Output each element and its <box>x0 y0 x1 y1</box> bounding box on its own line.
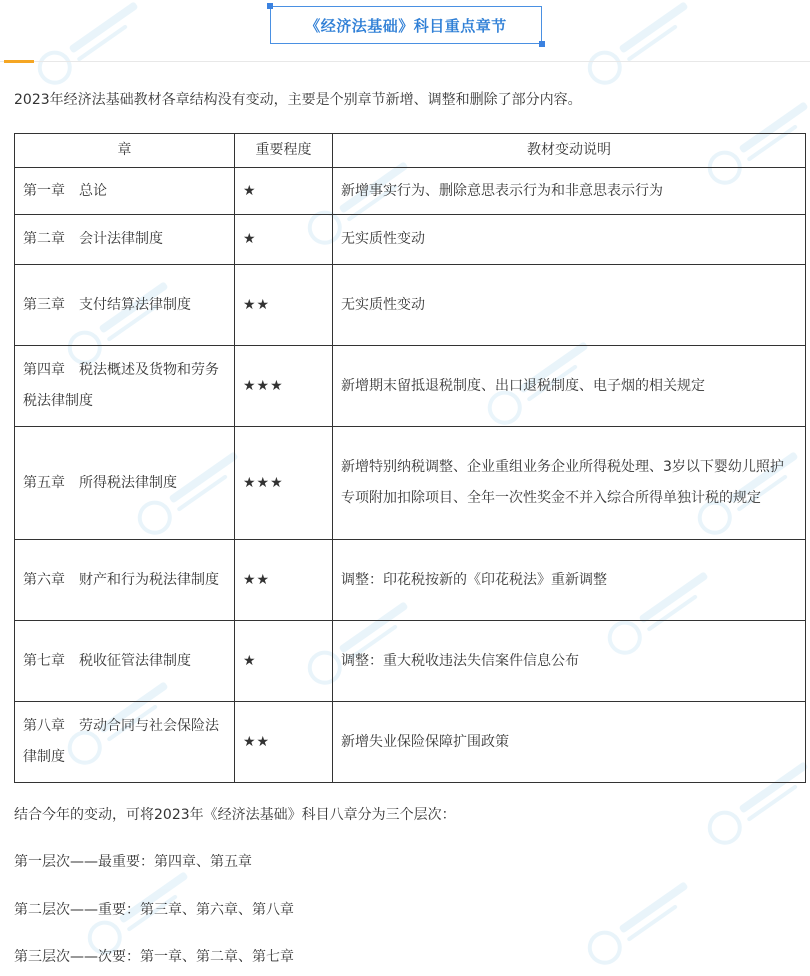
section-title-frame <box>270 6 546 48</box>
change-cell: 调整：重大税收违法失信案件信息公布 <box>333 621 806 702</box>
importance-cell: ★★ <box>235 702 333 783</box>
watermark-logo <box>578 0 703 96</box>
table-row <box>15 427 806 540</box>
table-row <box>15 621 806 702</box>
chapter-cell: 第三章 支付结算法律制度 <box>15 265 235 346</box>
chapter-cell: 第一章 总论 <box>15 168 235 215</box>
intro-paragraph: 2023年经济法基础教材各章结构没有变动，主要是个别章节新增、调整和删除了部分内容。 <box>14 92 582 108</box>
conclusion-lead: 结合今年的变动，可将2023年《经济法基础》科目八章分为三个层次： <box>14 807 456 823</box>
change-cell: 新增失业保险保障扩围政策 <box>333 702 806 783</box>
importance-cell: ★★★ <box>235 427 333 540</box>
watermark-logo <box>578 870 703 976</box>
tier-1-text: 第一层次——最重要：第四章、第五章 <box>14 854 252 870</box>
change-cell: 调整：印花税按新的《印花税法》重新调整 <box>333 540 806 621</box>
chapter-table <box>14 133 806 783</box>
chapter-cell: 第六章 财产和行为税法律制度 <box>15 540 235 621</box>
importance-cell: ★ <box>235 168 333 215</box>
column-header-chapter: 章 <box>15 134 235 168</box>
header-accent-line <box>4 60 34 63</box>
table-row <box>15 346 806 427</box>
importance-cell: ★★★ <box>235 346 333 427</box>
change-cell: 无实质性变动 <box>333 265 806 346</box>
tier-3-text: 第三层次——次要：第一章、第二章、第七章 <box>14 949 294 965</box>
column-header-importance: 重要程度 <box>235 134 333 168</box>
chapter-cell: 第八章 劳动合同与社会保险法律制度 <box>15 702 235 783</box>
change-cell: 新增特别纳税调整、企业重组业务企业所得税处理、3岁以下婴幼儿照护专项附加扣除项目、全年一次性奖金不并入综合所得单独计税的规定 <box>333 427 806 540</box>
chapter-cell: 第二章 会计法律制度 <box>15 215 235 265</box>
table-row <box>15 265 806 346</box>
table-header-row <box>15 134 806 168</box>
tier-2-text: 第二层次——重要：第三章、第六章、第八章 <box>14 902 294 918</box>
title-corner-marker <box>267 3 273 9</box>
chapter-cell: 第七章 税收征管法律制度 <box>15 621 235 702</box>
chapter-cell: 第五章 所得税法律制度 <box>15 427 235 540</box>
header-divider <box>0 61 810 62</box>
importance-cell: ★★ <box>235 540 333 621</box>
section-title: 《经济法基础》科目重点章节 <box>270 6 542 44</box>
importance-cell: ★★ <box>235 265 333 346</box>
table-row <box>15 540 806 621</box>
importance-cell: ★ <box>235 215 333 265</box>
title-corner-marker <box>539 41 545 47</box>
change-cell: 新增期末留抵退税制度、出口退税制度、电子烟的相关规定 <box>333 346 806 427</box>
table-row <box>15 215 806 265</box>
chapter-cell: 第四章 税法概述及货物和劳务税法律制度 <box>15 346 235 427</box>
table-row <box>15 702 806 783</box>
change-cell: 新增事实行为、删除意思表示行为和非意思表示行为 <box>333 168 806 215</box>
change-cell: 无实质性变动 <box>333 215 806 265</box>
column-header-change: 教材变动说明 <box>333 134 806 168</box>
importance-cell: ★ <box>235 621 333 702</box>
table-row <box>15 168 806 215</box>
watermark-logo <box>28 0 153 96</box>
